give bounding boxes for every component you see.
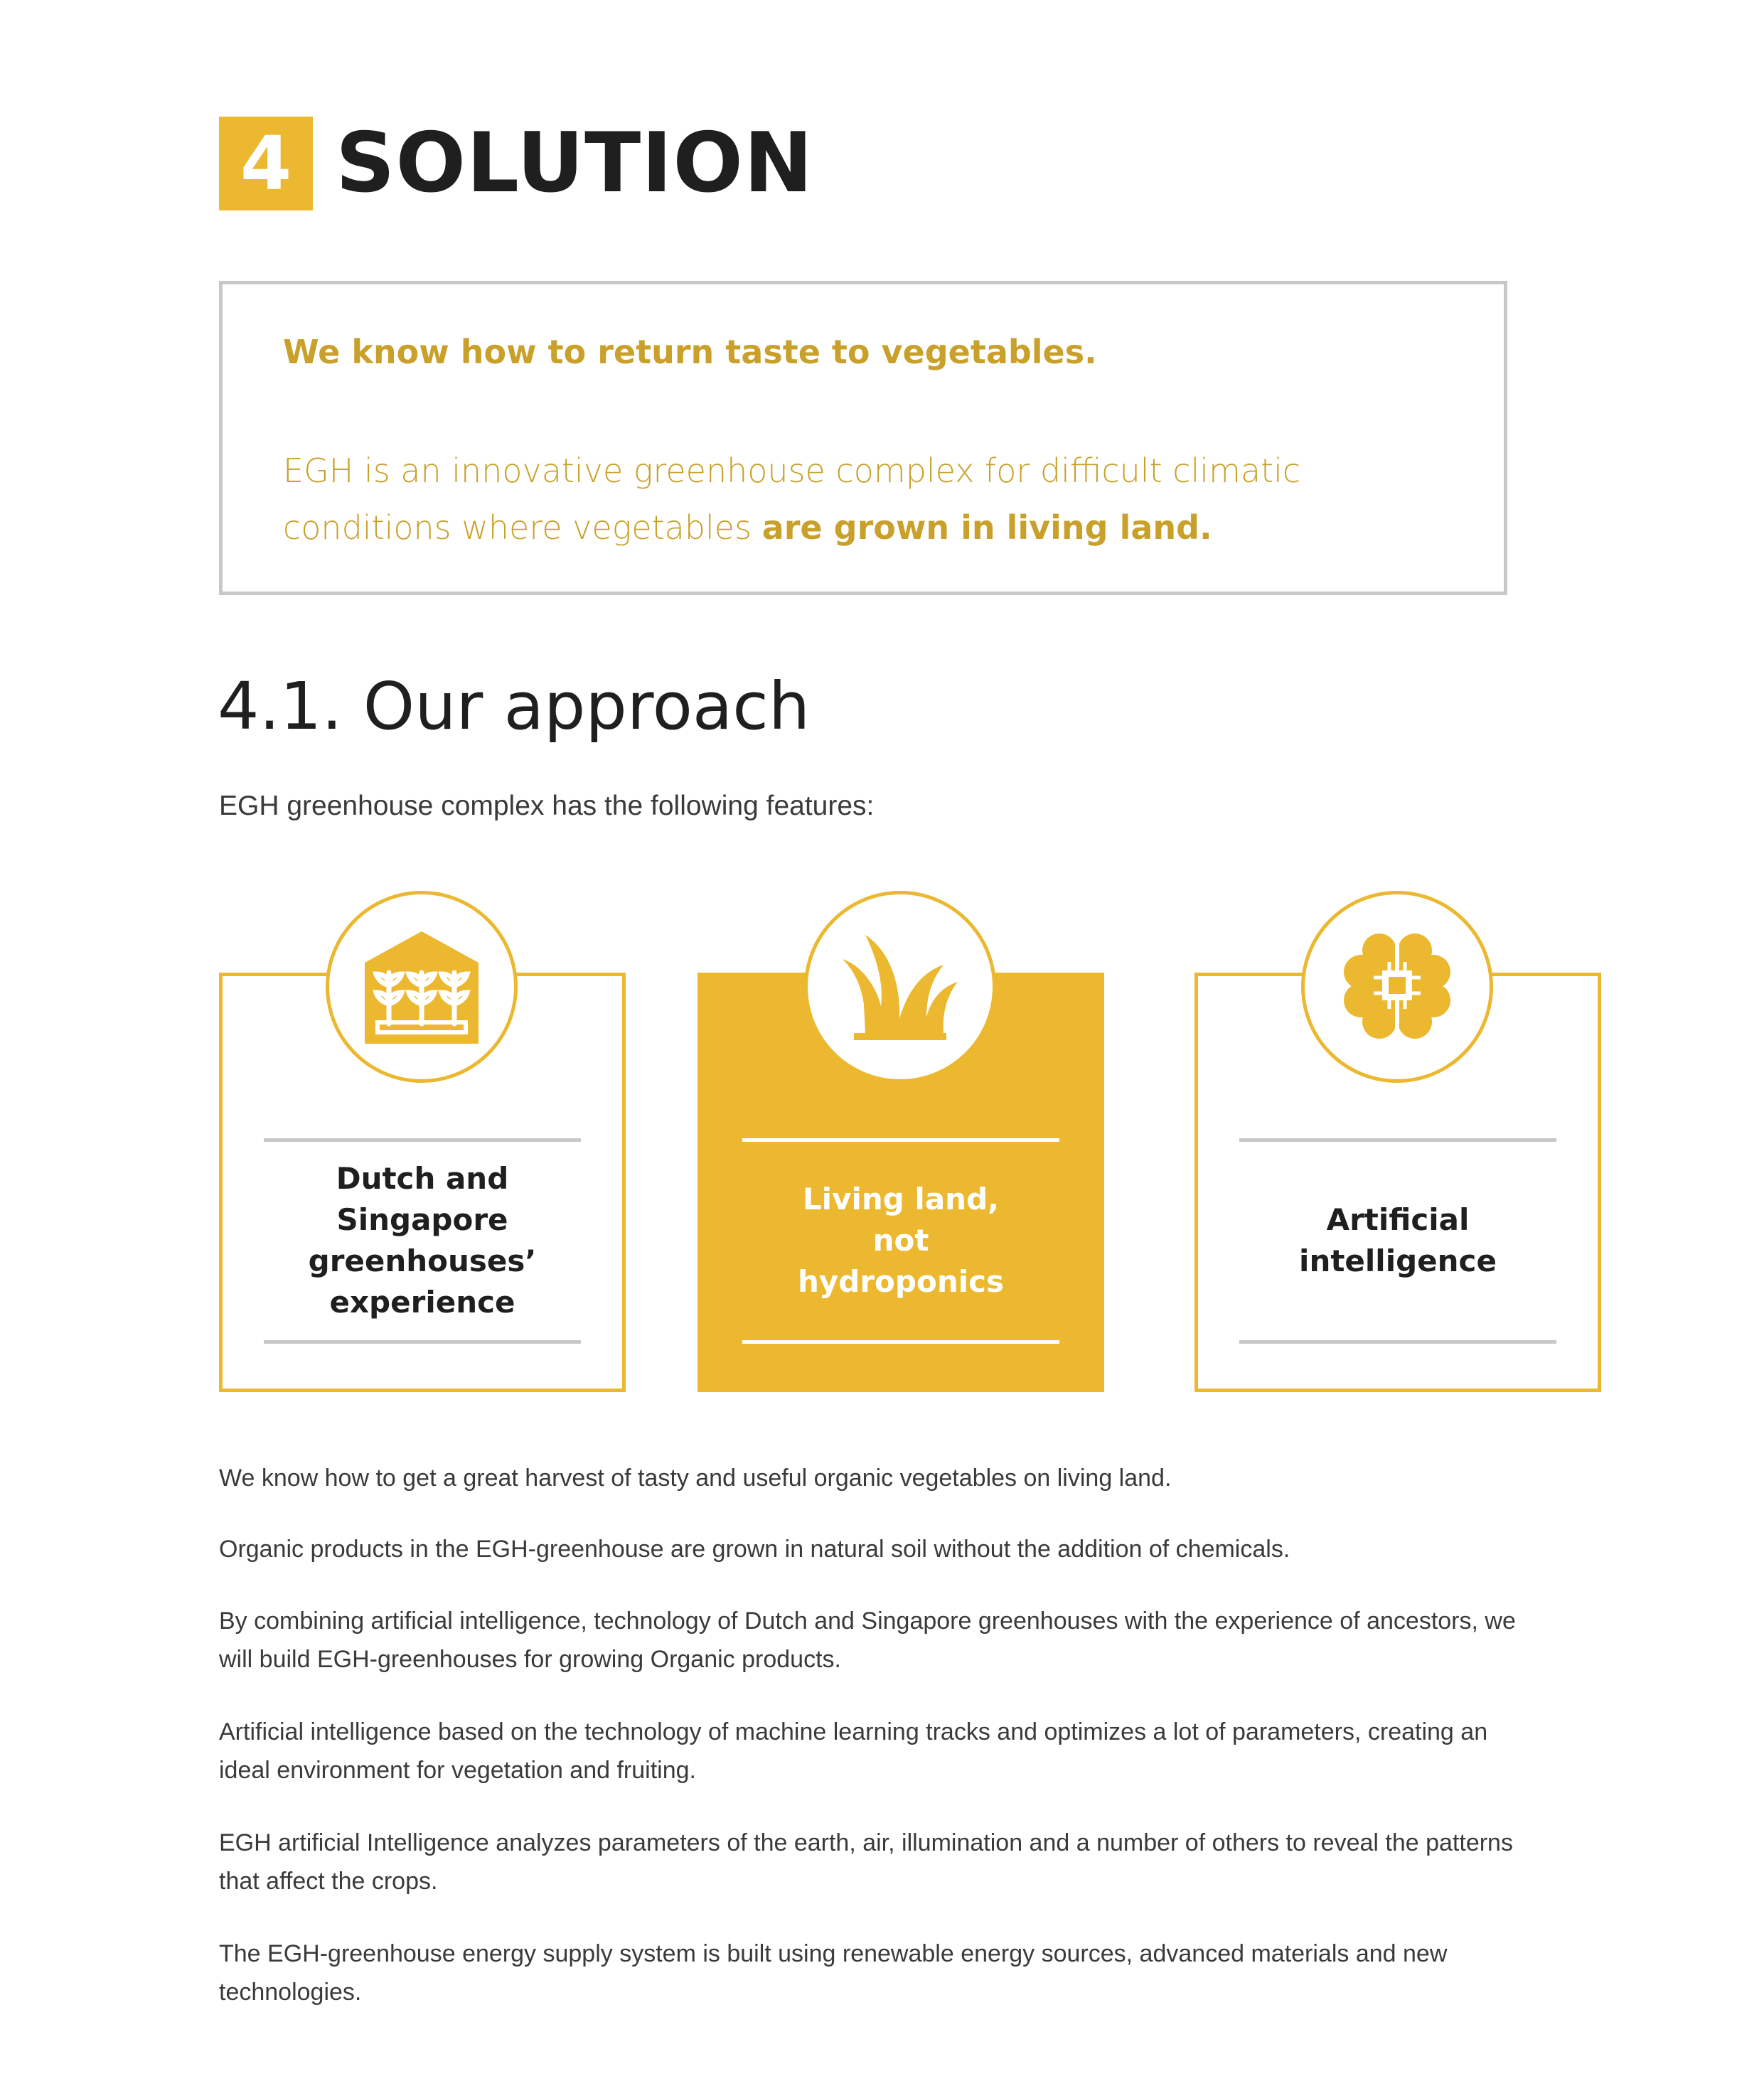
body-paragraph-3: By combining artificial intelligence, technology of Dutch and Singapore greenhouses with the experience of ancestors, we will build EGH-greenhouses for growing Organic products. bbox=[219, 1607, 1516, 1673]
greenhouse-icon bbox=[358, 923, 486, 1051]
feature-label-greenhouse: Dutch and Singapore greenhouses’ experience bbox=[308, 1161, 537, 1320]
intro-body-bold: are grown in living land. bbox=[761, 508, 1212, 547]
feature-label-box-2 bbox=[697, 1141, 1104, 1340]
feature-label-box-1 bbox=[219, 1141, 626, 1340]
section-title: SOLUTION bbox=[336, 115, 814, 211]
body-paragraph-4: Artificial intelligence based on the technology of machine learning tracks and optimizes a lot of parameters, creating an ideal environment for vegetation and fruiting. bbox=[219, 1718, 1488, 1784]
features-lead: EGH greenhouse complex has the following features: bbox=[219, 791, 875, 821]
feature-label-living-land: Living land, not hydroponics bbox=[797, 1182, 1005, 1299]
body-paragraph-1: We know how to get a great harvest of tasty and useful organic vegetables on living land. bbox=[219, 1465, 1172, 1492]
approach-title: 4.1. Our approach bbox=[218, 668, 811, 744]
feature-label-ai: Artificial intelligence bbox=[1299, 1202, 1497, 1278]
body-paragraph-6: The EGH-greenhouse energy supply system is built using renewable energy sources, advanced materials and new technologies. bbox=[219, 1940, 1448, 2006]
feature-label-box-3 bbox=[1194, 1141, 1601, 1340]
body-paragraph-5: EGH artificial Intelligence analyzes parameters of the earth, air, illumination and a number of others to reveal the patterns that affect the crops. bbox=[219, 1829, 1513, 1895]
intro-headline: We know how to return taste to vegetables. bbox=[283, 333, 1097, 371]
brain-chip-icon bbox=[1337, 926, 1458, 1047]
card-divider-bottom-2 bbox=[742, 1340, 1059, 1344]
intro-body bbox=[283, 442, 1421, 556]
card-divider-bottom-1 bbox=[264, 1340, 581, 1344]
grass-icon bbox=[840, 926, 961, 1047]
feature-icon-circle-2 bbox=[804, 891, 996, 1083]
section-number-badge: 4 bbox=[219, 117, 313, 210]
feature-icon-circle-3 bbox=[1301, 891, 1493, 1083]
feature-icon-circle-1 bbox=[326, 891, 518, 1083]
body-paragraph-2: Organic products in the EGH-greenhouse are grown in natural soil without the addition of chemicals. bbox=[219, 1536, 1290, 1563]
card-divider-bottom-3 bbox=[1239, 1340, 1556, 1344]
intro-body-plain: EGH is an innovative greenhouse complex for difficult climatic conditions where vegetables bbox=[283, 451, 1301, 547]
